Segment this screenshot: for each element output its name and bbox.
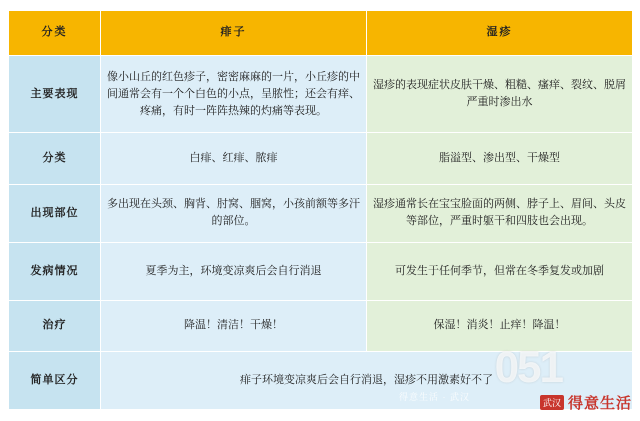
cell-treatment-prickly-heat: 降温！清洁！干燥！ bbox=[101, 300, 367, 351]
cell-main-manifestation-prickly-heat: 像小山丘的红色疹子，密密麻麻的一片，小丘疹的中间通常会有一个个白色的小点，呈脓性；还会有痒、疼痛，有时一阵阵热辣的灼痛等表现。 bbox=[101, 55, 367, 133]
row-label-classification: 分类 bbox=[9, 133, 101, 184]
cell-main-manifestation-eczema: 湿疹的表现症状皮肤干燥、粗糙、瘙痒、裂纹、脱屑严重时渗出水 bbox=[367, 55, 633, 133]
cell-treatment-eczema: 保湿！消炎！止痒！降温！ bbox=[367, 300, 633, 351]
cell-onset-eczema: 可发生于任何季节，但常在冬季复发或加剧 bbox=[367, 242, 633, 300]
cell-onset-prickly-heat: 夏季为主，环境变凉爽后会自行消退 bbox=[101, 242, 367, 300]
cell-classification-prickly-heat: 白痱、红痱、脓痱 bbox=[101, 133, 367, 184]
row-label-onset: 发病情况 bbox=[9, 242, 101, 300]
cell-simple-distinction: 痱子环境变凉爽后会自行消退，湿疹不用激素好不了 bbox=[101, 352, 633, 410]
logo-badge: 武汉 bbox=[540, 395, 564, 410]
table-header-row bbox=[9, 11, 633, 56]
header-cell-category: 分类 bbox=[9, 11, 101, 56]
table-row bbox=[9, 242, 633, 300]
comparison-table bbox=[8, 10, 633, 410]
table-row bbox=[9, 352, 633, 410]
cell-classification-eczema: 脂溢型、渗出型、干燥型 bbox=[367, 133, 633, 184]
table-row bbox=[9, 300, 633, 351]
row-label-treatment: 治疗 bbox=[9, 300, 101, 351]
cell-location-prickly-heat: 多出现在头颈、胸背、肘窝、腘窝，小孩前额等多汗的部位。 bbox=[101, 184, 367, 242]
table-row bbox=[9, 55, 633, 133]
row-label-main-manifestation: 主要表现 bbox=[9, 55, 101, 133]
table-row bbox=[9, 133, 633, 184]
table-row bbox=[9, 184, 633, 242]
logo-brand: 得意生活 bbox=[567, 395, 632, 412]
header-cell-eczema: 湿疹 bbox=[367, 11, 633, 56]
cell-location-eczema: 湿疹通常长在宝宝脸面的两侧、脖子上、眉间、头皮等部位，严重时躯干和四肢也会出现。 bbox=[367, 184, 633, 242]
comparison-sheet bbox=[8, 10, 632, 410]
row-label-simple-distinction: 简单区分 bbox=[9, 352, 101, 410]
watermark-number: 051 bbox=[494, 343, 562, 392]
row-label-location: 出现部位 bbox=[9, 184, 101, 242]
watermark-text: 得意生活 · 武汉 bbox=[399, 392, 470, 402]
header-cell-prickly-heat: 痱子 bbox=[101, 11, 367, 56]
